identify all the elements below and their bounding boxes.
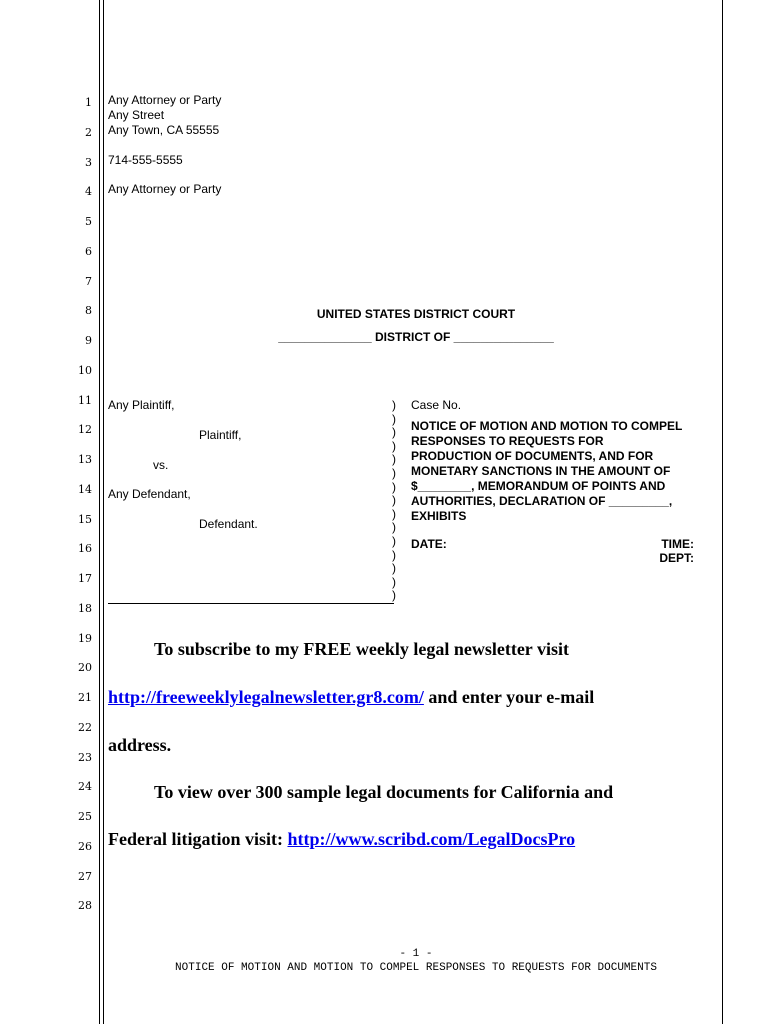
sample-docs-line-2 [108,829,575,850]
caption-paren: ) [392,561,396,576]
document-title-line: $________, MEMORANDUM OF POINTS AND [411,479,666,493]
caption-underline [108,603,394,604]
line-number: 24 [78,780,92,794]
line-number: 3 [85,155,92,169]
document-title-line: MONETARY SANCTIONS IN THE AMOUNT OF [411,464,671,478]
defendant-name: Any Defendant, [108,487,191,501]
sample-docs-text: To view over 300 sample legal documents for California and [154,782,614,802]
dept-label: DEPT: [659,551,694,565]
line-number: 9 [85,334,92,347]
document-title-line: EXHIBITS [411,509,467,523]
newsletter-text-after: and enter your e-mail [423,687,595,707]
court-title: UNITED STATES DISTRICT COURT [316,307,516,321]
plaintiff-name: Any Plaintiff, [108,398,175,412]
line-number: 21 [78,691,92,704]
attorney-city: Any Town, CA 55555 [108,123,220,137]
caption-paren: ) [392,506,396,521]
caption-paren: ) [392,466,396,480]
line-number: 6 [85,244,92,258]
line-number: 27 [78,869,92,883]
line-number: 2 [85,125,92,139]
court-district: ______________ DISTRICT OF _______________ [278,330,554,344]
line-number: 20 [78,661,92,675]
defendant-label: Defendant. [199,517,258,531]
document-title [411,419,701,524]
line-number: 26 [78,839,92,853]
line-number: 13 [78,453,92,466]
sample-docs-prefix: Federal litigation visit: [108,829,288,849]
caption-paren: ) [392,547,396,562]
line-number: 15 [78,512,92,526]
caption-paren: ) [392,588,396,603]
scribd-link[interactable]: http://www.scribd.com/LegalDocsPro [287,829,576,849]
plaintiff-label: Plaintiff, [199,428,242,442]
caption-paren: ) [392,574,396,589]
caption-paren: ) [392,520,396,535]
document-title-line: RESPONSES TO REQUESTS FOR [411,434,604,448]
line-number: 8 [85,304,92,318]
line-number: 23 [78,750,92,764]
line-number: 18 [78,601,92,615]
caption-paren: ) [392,438,396,453]
document-title-line: PRODUCTION OF DOCUMENTS, AND FOR [411,449,654,463]
line-number: 10 [78,363,92,377]
line-number: 16 [78,542,92,556]
caption-paren: ) [392,411,396,426]
document-title-line: AUTHORITIES, DECLARATION OF _________, [411,494,673,508]
newsletter-line-2 [108,687,594,708]
time-label: TIME: [661,537,694,551]
versus: vs. [153,458,169,472]
line-number: 25 [78,810,92,823]
caption-paren: ) [392,452,396,467]
date-label: DATE: [411,537,447,551]
attorney-phone: 714-555-5555 [108,153,183,167]
newsletter-text-end: address. [108,735,172,755]
left-margin-rule-inner [103,0,104,1024]
document-title-line: NOTICE OF MOTION AND MOTION TO COMPEL [411,419,683,433]
line-number: 19 [78,631,92,645]
line-number: 11 [78,393,92,407]
case-number-label: Case No. [411,398,462,412]
line-number: 4 [85,185,92,199]
line-number: 5 [85,215,92,228]
caption-paren: ) [392,479,396,494]
caption-paren: ) [392,534,396,548]
attorney-street: Any Street [108,108,165,122]
line-number: 1 [85,96,92,109]
caption-paren: ) [392,493,396,508]
right-margin-rule [722,0,723,1024]
attorney-name: Any Attorney or Party [108,93,222,107]
line-number: 17 [78,572,92,585]
attorney-for: Any Attorney or Party [108,182,222,196]
line-number: 7 [85,274,92,288]
newsletter-link[interactable]: http://freeweeklylegalnewsletter.gr8.com/ [108,687,424,707]
line-number: 22 [78,720,92,734]
footer-title: NOTICE OF MOTION AND MOTION TO COMPEL RESPONSES TO REQUESTS FOR DOCUMENTS [175,962,657,974]
caption-paren: ) [392,425,396,440]
newsletter-text: To subscribe to my FREE weekly legal newsletter visit [154,639,569,659]
caption-paren: ) [392,398,396,412]
line-number: 12 [78,423,92,437]
line-number: 28 [78,899,92,913]
left-margin-rule-outer [99,0,100,1024]
line-number: 14 [78,482,92,496]
page-number: - 1 - [399,948,433,960]
